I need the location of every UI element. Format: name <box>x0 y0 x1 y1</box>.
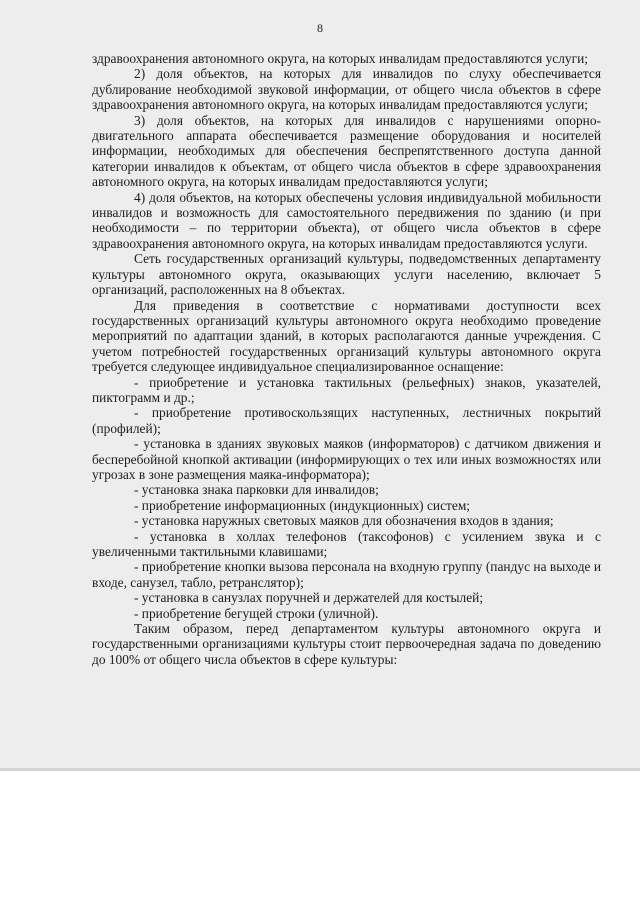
list-item: - установка знака парковки для инвалидов; <box>134 482 379 498</box>
list-item: - установка в холлах телефонов (таксофонов) с усилением звука и с увеличенными тактильными клавишами; <box>92 528 601 559</box>
paragraph: здравоохранения автономного округа, на которых инвалидам предоставляются услуги; <box>92 51 588 66</box>
paragraph: 2) доля объектов, на которых для инвалидов по слуху обеспечивается дублирование необходимой звуковой информации, от общего числа объектов в сфере здравоохранения автономного округа, на которых инвалидам предоставляются услуги; <box>92 66 601 113</box>
list-item: - установка в санузлах поручней и держателей для костылей; <box>134 590 484 606</box>
list-item: - приобретение кнопки вызова персонала на входную группу (пандус на выходе и входе, санузел, табло, ретранслятор); <box>92 559 601 590</box>
list-item: - приобретение бегущей строки (уличной). <box>134 605 379 621</box>
list-item: - установка в зданиях звуковых маяков (информаторов) с датчиком движения и бесперебойной кнопкой активации (информирующих о тех или иных возможностях или угрозах в зоне размещения маяка-информатора); <box>92 436 601 482</box>
paragraph: Для приведения в соответствие с нормативами доступности всех государственных организаций культуры автономного округа необходимо проведение мероприятий по адаптации зданий, в которых располагаются данные учреждения. С учетом потребностей государственных организаций культуры автономного округа требуется следующее индивидуальное специализированное оснащение: <box>92 297 601 375</box>
list-item: - приобретение противоскользящих наступенных, лестничных покрытий (профилей); <box>92 405 601 436</box>
paragraph: Таким образом, перед департаментом культуры автономного округа и государственными организациями культуры стоит первоочередная задача по доведению до 100% от общего числа объектов в сфере культуры: <box>92 621 601 667</box>
list-item: - приобретение и установка тактильных (рельефных) знаков, указателей, пиктограмм и др.; <box>92 374 601 405</box>
paragraph: 3) доля объектов, на которых для инвалидов с нарушениями опорно-двигательного аппарата обеспечивается размещение оборудования и носителей информации, необходимых для обеспечения беспрепятственного доступа данной категории инвалидов к объектам, от общего числа объектов в сфере здравоохранения автономного округа, на которых инвалидам предоставляются услуги; <box>92 112 601 190</box>
scan-edge <box>0 768 640 771</box>
page-number: 8 <box>317 21 323 35</box>
list-item: - приобретение информационных (индукционных) систем; <box>134 497 471 513</box>
paragraph: 4) доля объектов, на которых обеспечены условия индивидуальной мобильности инвалидов и возможность для самостоятельного передвижения по зданию (и при необходимости – по территории объекта), от общего числа объектов в сфере здравоохранения автономного округа, на которых инвалидам предоставляются услуги. <box>92 189 601 251</box>
paragraph: Сеть государственных организаций культуры, подведомственных департаменту культуры автономного округа, оказывающих услуги населению, включает 5 организаций, расположенных на 8 объектах. <box>92 251 601 298</box>
document-body <box>92 51 601 667</box>
list-item: - установка наружных световых маяков для обозначения входов в здания; <box>134 513 554 529</box>
